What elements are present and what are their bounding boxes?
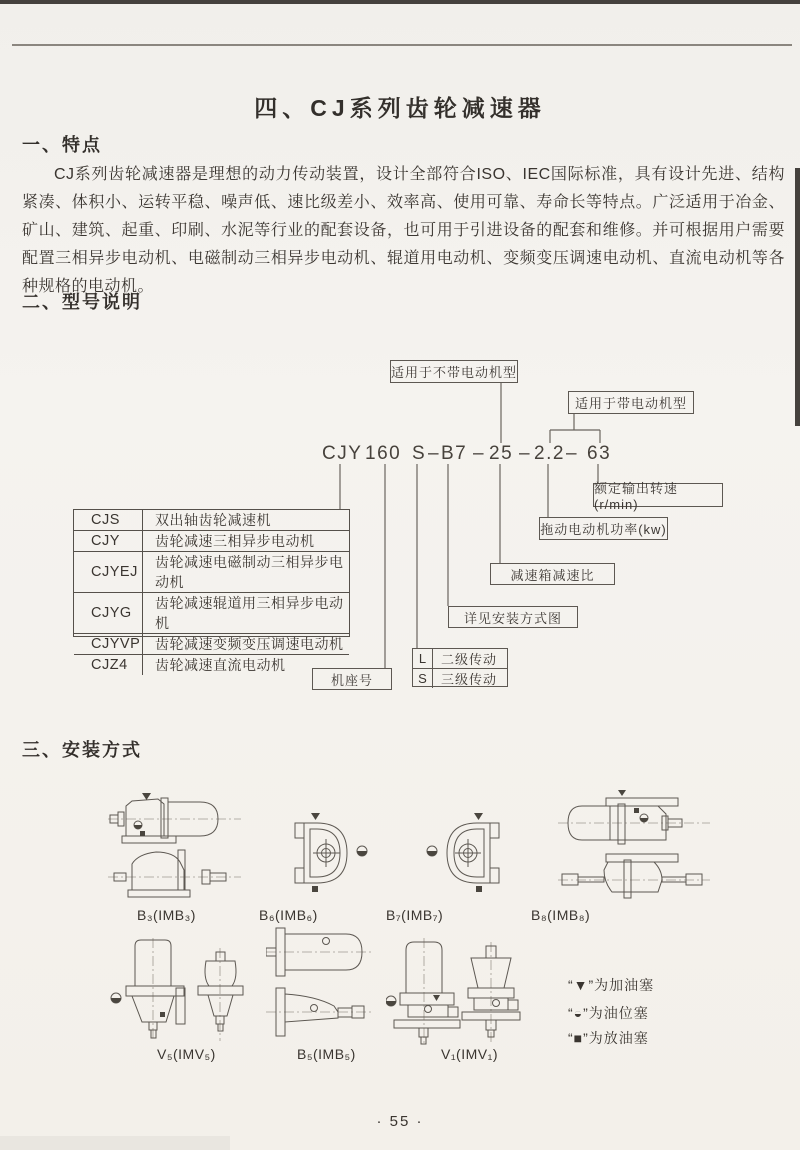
stage-value: 三级传动 — [441, 672, 498, 687]
section-heading-mounting: 三、安装方式 — [22, 740, 142, 760]
model-code-part: CJY — [322, 443, 363, 464]
series-desc: 齿轮减速辊道用三相异步电动机 — [142, 593, 349, 633]
legend-drain-plug: “■”为放油塞 — [568, 1030, 649, 1046]
series-code: CJYVP — [91, 636, 141, 652]
table-row — [74, 530, 349, 551]
series-code: CJYEJ — [91, 564, 138, 580]
series-desc: 齿轮减速三相异步电动机 — [142, 531, 349, 551]
stage-key: L — [413, 649, 433, 668]
mounting-figure-b6 — [282, 813, 374, 893]
table-row — [74, 551, 349, 592]
series-desc: 双出轴齿轮减速机 — [142, 510, 349, 530]
table-row — [74, 510, 349, 530]
mounting-figure-b3 — [108, 792, 243, 904]
model-code-part: – — [519, 443, 532, 464]
model-code-part: – — [566, 443, 579, 464]
header-rule — [12, 44, 792, 46]
model-code-part: S — [412, 443, 427, 464]
model-code-part: 2.2 — [534, 443, 565, 464]
series-code: CJY — [91, 533, 120, 549]
label-rated-output-speed: 额定输出转速(r/min) — [593, 483, 723, 507]
page-number: · 55 · — [376, 1113, 424, 1130]
series-code: CJZ4 — [91, 657, 128, 673]
mounting-figure-b8 — [558, 790, 713, 908]
figure-label-b6: B₆(IMB₆) — [259, 907, 318, 923]
series-desc: 齿轮减速直流电动机 — [142, 655, 349, 675]
mounting-figure-v1 — [386, 938, 526, 1046]
label-mounting-ref: 详见安装方式图 — [448, 606, 578, 628]
scan-edge-top — [0, 0, 800, 4]
mounting-figure-v5 — [108, 938, 248, 1043]
page-title: 四、CJ系列齿轮减速器 — [254, 95, 546, 121]
section-heading-model: 二、型号说明 — [22, 292, 142, 312]
table-row — [74, 654, 349, 675]
legend-fill-plug: “▼”为加油塞 — [568, 977, 655, 993]
series-code: CJS — [91, 512, 120, 528]
stage-row — [413, 649, 507, 668]
model-code-part: 160 — [365, 443, 402, 464]
callout-no-motor: 适用于不带电动机型 — [390, 360, 518, 383]
stages-box — [412, 648, 508, 687]
series-desc: 齿轮减速电磁制动三相异步电动机 — [142, 552, 349, 592]
mounting-figure-b7 — [420, 813, 512, 893]
table-row — [74, 633, 349, 654]
figure-label-b5: B₅(IMB₅) — [297, 1046, 356, 1062]
stage-row — [413, 668, 507, 688]
model-code-part: B7 — [441, 443, 468, 464]
model-code-part: 63 — [587, 443, 612, 464]
series-desc: 齿轮减速变频变压调速电动机 — [142, 634, 349, 654]
stage-value: 二级传动 — [441, 652, 498, 667]
stage-key: S — [413, 669, 433, 688]
series-table — [73, 509, 350, 673]
series-code: CJYG — [91, 605, 132, 621]
label-frame-size: 机座号 — [312, 668, 392, 690]
scan-smudge — [0, 1136, 230, 1150]
scan-edge-right — [795, 168, 800, 426]
model-code-part: – — [428, 443, 441, 464]
model-code-part: 25 — [489, 443, 514, 464]
figure-label-b7: B₇(IMB₇) — [386, 907, 444, 923]
figure-label-b8: B₈(IMB₈) — [531, 907, 591, 923]
section-heading-features: 一、特点 — [22, 135, 102, 155]
callout-with-motor: 适用于带电动机型 — [568, 391, 694, 414]
figure-label-b3: B₃(IMB₃) — [137, 907, 196, 923]
figure-label-v1: V₁(IMV₁) — [441, 1046, 498, 1062]
label-motor-power: 拖动电动机功率(kw) — [539, 517, 668, 540]
model-code-part: – — [473, 443, 486, 464]
legend-level-plug: “◒”为油位塞 — [568, 1005, 649, 1021]
mounting-figure-b5 — [266, 924, 374, 1042]
figure-label-v5: V₅(IMV₅) — [157, 1046, 216, 1062]
table-row — [74, 592, 349, 633]
label-gearbox-ratio: 减速箱减速比 — [490, 563, 615, 585]
features-paragraph: CJ系列齿轮减速器是理想的动力传动装置，设计全部符合ISO、IEC国际标准，具有设计先进、结构紧凑、体积小、运转平稳、噪声低、速比级差小、效率高、使用可靠、寿命长等特点。广泛适用于冶金、矿山、建筑、起重、印刷、水泥等行业的配套设备，也可用于引进设备的配套和维修。并可根据用户需要配置三相异步电动机、电磁制动三相异步电动机、辊道用电动机、变频变压调速电动机、直流电动机等各种规格的电动机。 — [22, 166, 785, 295]
